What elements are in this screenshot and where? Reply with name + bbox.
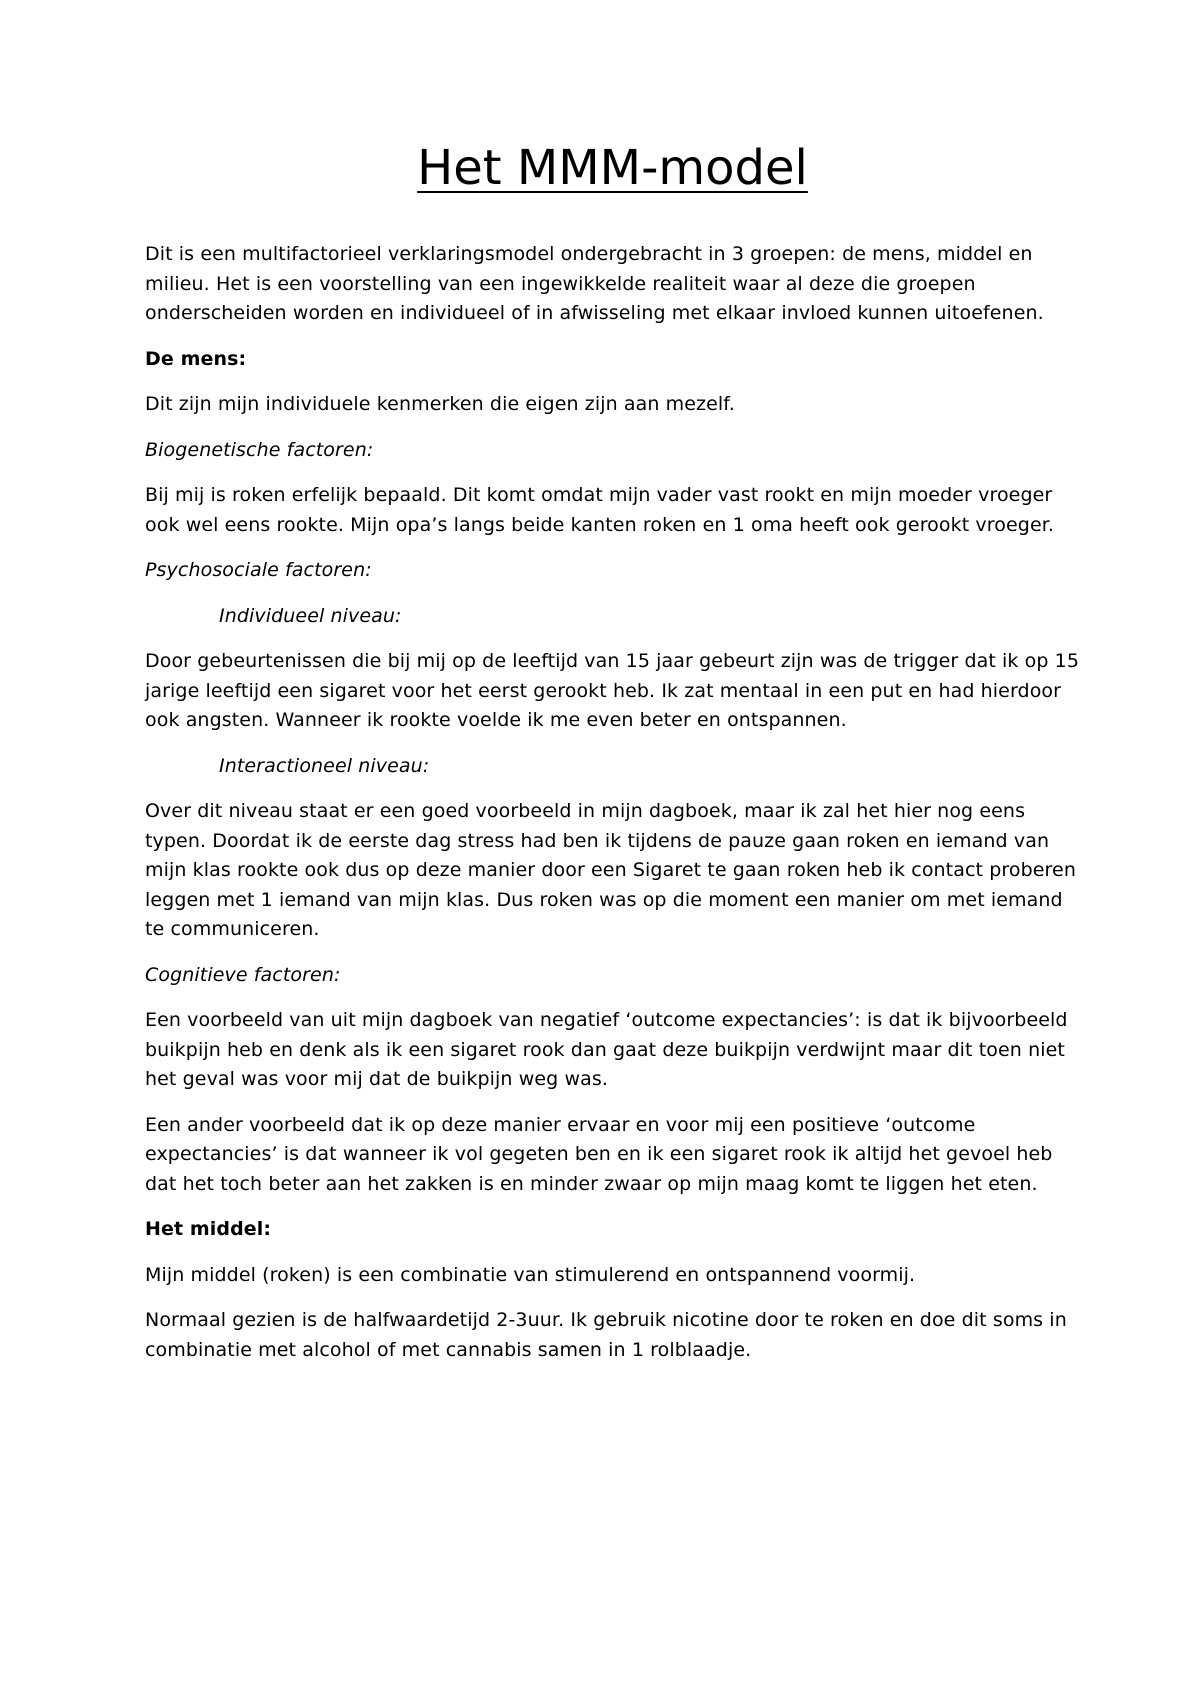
- subheading-cognitief: Cognitieve factoren:: [145, 963, 341, 986]
- cognitief-paragraph-2: Een ander voorbeeld dat ik op deze manier ervaar en voor mij een positieve ‘outcome expectancies’ is dat wanneer ik vol gegeten ben en ik een sigaret rook ik altijd het gevoel heb dat het toch beter aan het zakken is en minder zwaar op mijn maag komt te liggen het eten.: [145, 1113, 1053, 1195]
- subheading-interactioneel-niveau: Interactioneel niveau:: [219, 754, 430, 777]
- middel-paragraph-1: Mijn middel (roken) is een combinatie van stimulerend en ontspannend voormij.: [145, 1263, 916, 1286]
- subheading-individueel-niveau: Individueel niveau:: [219, 604, 402, 627]
- interactioneel-paragraph: Over dit niveau staat er een goed voorbeeld in mijn dagboek, maar ik zal het hier nog eens typen. Doordat ik de eerste dag stress had ben ik tijdens de pauze gaan roken en iemand van mijn klas rookte ook dus op deze manier door een Sigaret te gaan roken heb ik contact proberen leggen met 1 iemand van mijn klas. Dus roken was op die moment een manier om met iemand te communiceren.: [145, 800, 1076, 940]
- document-title: Het MMM-model: [417, 140, 808, 196]
- subheading-psychosociaal: Psychosociale factoren:: [145, 559, 372, 581]
- middel-paragraph-2: Normaal gezien is de halfwaardetijd 2-3uur. Ik gebruik nicotine door te roken en doe dit soms in combinatie met alcohol of met cannabis samen in 1 rolblaadje.: [145, 1309, 1067, 1361]
- biogenetisch-paragraph: Bij mij is roken erfelijk bepaald. Dit komt omdat mijn vader vast rookt en mijn moeder vroeger ook wel eens rookte. Mijn opa’s langs beide kanten roken en 1 oma heeft ook gerookt vroeger.: [145, 484, 1055, 536]
- cognitief-paragraph-1: Een voorbeeld van uit mijn dagboek van negatief ‘outcome expectancies’: is dat ik bijvoorbeeld buikpijn heb en denk als ik een sigaret rook dan gaat deze buikpijn verdwijnt maar dit toen niet het geval was voor mij dat de buikpijn weg was.: [145, 1009, 1068, 1090]
- section-heading-middel: Het middel:: [145, 1218, 272, 1240]
- subheading-biogenetisch: Biogenetische factoren:: [145, 438, 374, 461]
- individueel-paragraph: Door gebeurtenissen die bij mij op de leeftijd van 15 jaar gebeurt zijn was de trigger dat ik op 15 jarige leeftijd een sigaret voor het eerst gerookt heb. Ik zat mentaal in een put en had hierdoor ook angsten. Wanneer ik rookte voelde ik me even beter en ontspannen.: [145, 650, 1080, 731]
- mens-intro-paragraph: Dit zijn mijn individuele kenmerken die eigen zijn aan mezelf.: [145, 393, 735, 415]
- intro-paragraph: Dit is een multifactorieel verklaringsmodel ondergebracht in 3 groepen: de mens, middel en milieu. Het is een voorstelling van een ingewikkelde realiteit waar al deze die groepen onderscheiden worden en individueel of in afwisseling met elkaar invloed kunnen uitoefenen.: [145, 243, 1044, 324]
- document-body: [145, 138, 1080, 1381]
- section-heading-mens: De mens:: [145, 347, 247, 370]
